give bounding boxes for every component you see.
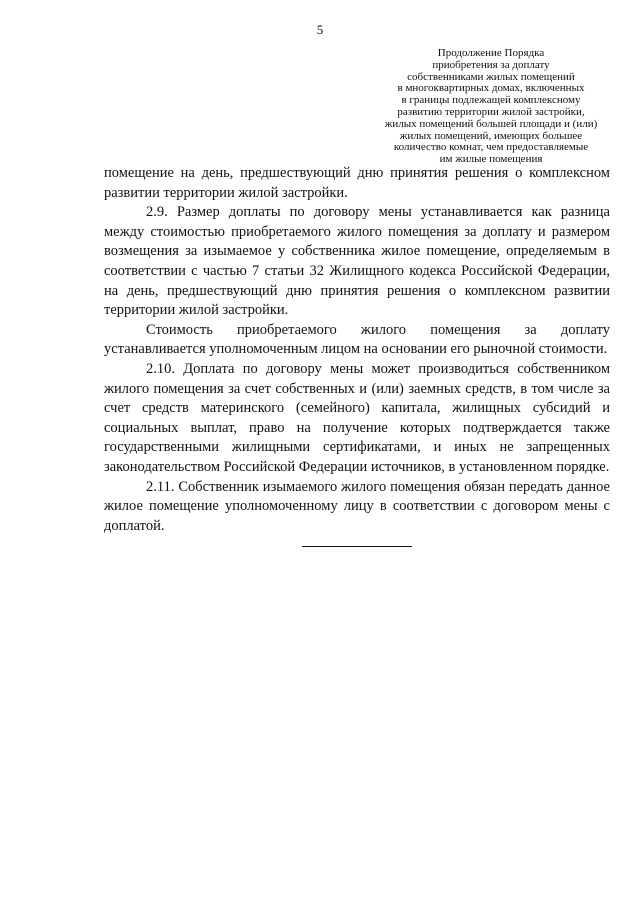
header-line: приобретения за доплату [432, 58, 550, 71]
paragraph-2-11: 2.11. Собственник изымаемого жилого помещения обязан передать данное жилое помещение уполномоченному лицу в соответствии с договором мены с доплатой. [104, 478, 610, 534]
header-line: жилых помещений большей площади и (или) [384, 117, 598, 130]
paragraph-market-value: Стоимость приобретаемого жилого помещения за доплату устанавливается уполномоченным лицом на основании его рыночной стоимости. [104, 321, 610, 358]
document-header-continuation [364, 48, 618, 166]
header-line: собственниками жилых помещений [407, 70, 575, 83]
end-of-document-divider [302, 546, 412, 547]
header-line: развитию территории жилой застройки, [397, 105, 585, 118]
header-line: жилых помещений, имеющих большее [399, 129, 583, 142]
header-line: в многоквартирных домах, включенных [397, 82, 585, 95]
document-body [104, 164, 610, 536]
header-line: им жилые помещения [439, 153, 543, 166]
paragraph-2-9: 2.9. Размер доплаты по договору мены устанавливается как разница между стоимостью приобретаемого жилого помещения за доплату и размером возмещения за изымаемое у собственника жилое помещение, определяемым в соответствии с частью 7 статьи 32 Жилищного кодекса Российской Федерации, на день, предшествующий дню принятия решения о комплексном развитии территории жилой застройки. [104, 204, 610, 319]
page-number: 5 [316, 22, 324, 37]
paragraph-2-10: 2.10. Доплата по договору мены может производиться собственником жилого помещения за счет собственных и (или) заемных средств, в том числе за счет средств материнского (семейного) капитала, жилищных субсидий и социальных выплат, право на получение которых подтверждается также государственными жилищными сертификатами, и иных не запрещенных законодательством Российской Федерации источников, в установленном порядке. [104, 360, 610, 475]
paragraph-continuation: помещение на день, предшествующий дню принятия решения о комплексном развитии территории жилой застройки. [104, 165, 610, 201]
header-line: количество комнат, чем предоставляемые [393, 141, 589, 154]
header-line: в границы подлежащей комплексному [401, 94, 581, 107]
header-line: Продолжение Порядка [437, 47, 545, 59]
